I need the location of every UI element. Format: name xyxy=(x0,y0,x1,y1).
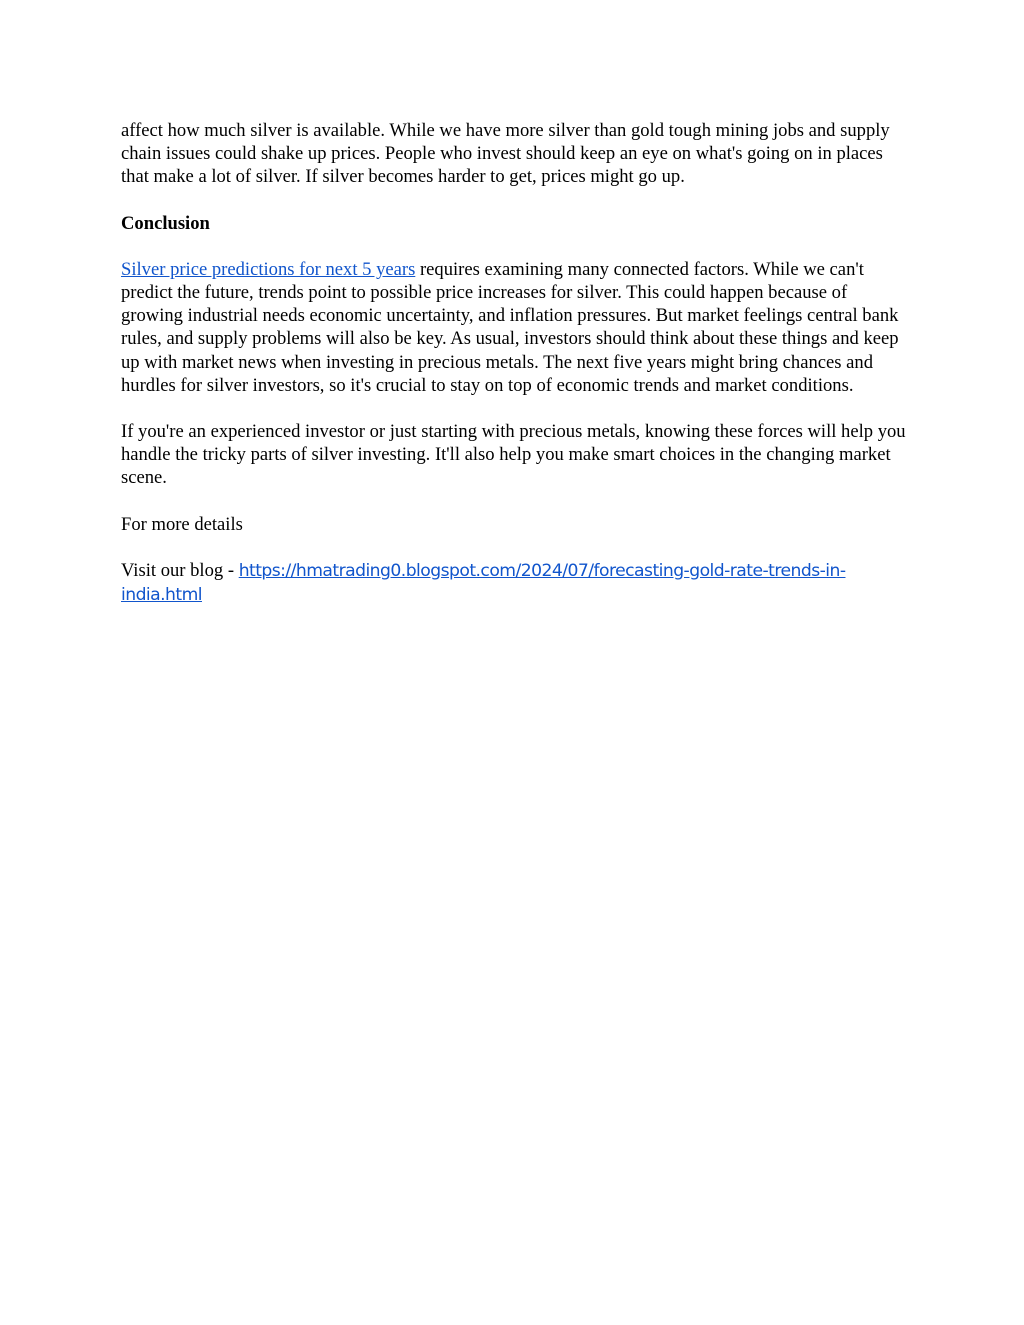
blog-url-link[interactable]: https://hmatrading0.blogspot.com/2024/07/forecasting-gold-rate-trends-in-india.html xyxy=(121,560,846,606)
silver-price-predictions-link[interactable]: Silver price predictions for next 5 years xyxy=(121,258,416,280)
paragraph-conclusion-text: requires examining many connected factors. While we can't predict the future, trends point to possible price increases for silver. This could happen because of growing industrial needs economic uncertainty, and inflation pressures. But market feelings central bank rules, and supply problems will also be key. As usual, investors should think about these things and keep up with market news when investing in precious metals. The next five years might bring chances and hurdles for silver investors, so it's crucial to stay on top of economic trends and market conditions. xyxy=(121,258,899,396)
paragraph-silver-supply: affect how much silver is available. While we have more silver than gold tough mining jobs and supply chain issues could shake up prices. People who invest should keep an eye on what's going on in places that make a lot of silver. If silver becomes harder to get, prices might go up. xyxy=(121,120,890,188)
paragraph-blog xyxy=(121,559,906,607)
paragraph-more-details: For more details xyxy=(121,513,243,535)
blog-label: Visit our blog - xyxy=(121,559,239,581)
conclusion-heading: Conclusion xyxy=(121,212,210,234)
document-page xyxy=(121,119,906,630)
paragraph-investor-advice: If you're an experienced investor or just starting with precious metals, knowing these forces will help you handle the tricky parts of silver investing. It'll also help you make smart choices in the changing market scene. xyxy=(121,421,906,489)
paragraph-conclusion xyxy=(121,258,906,397)
